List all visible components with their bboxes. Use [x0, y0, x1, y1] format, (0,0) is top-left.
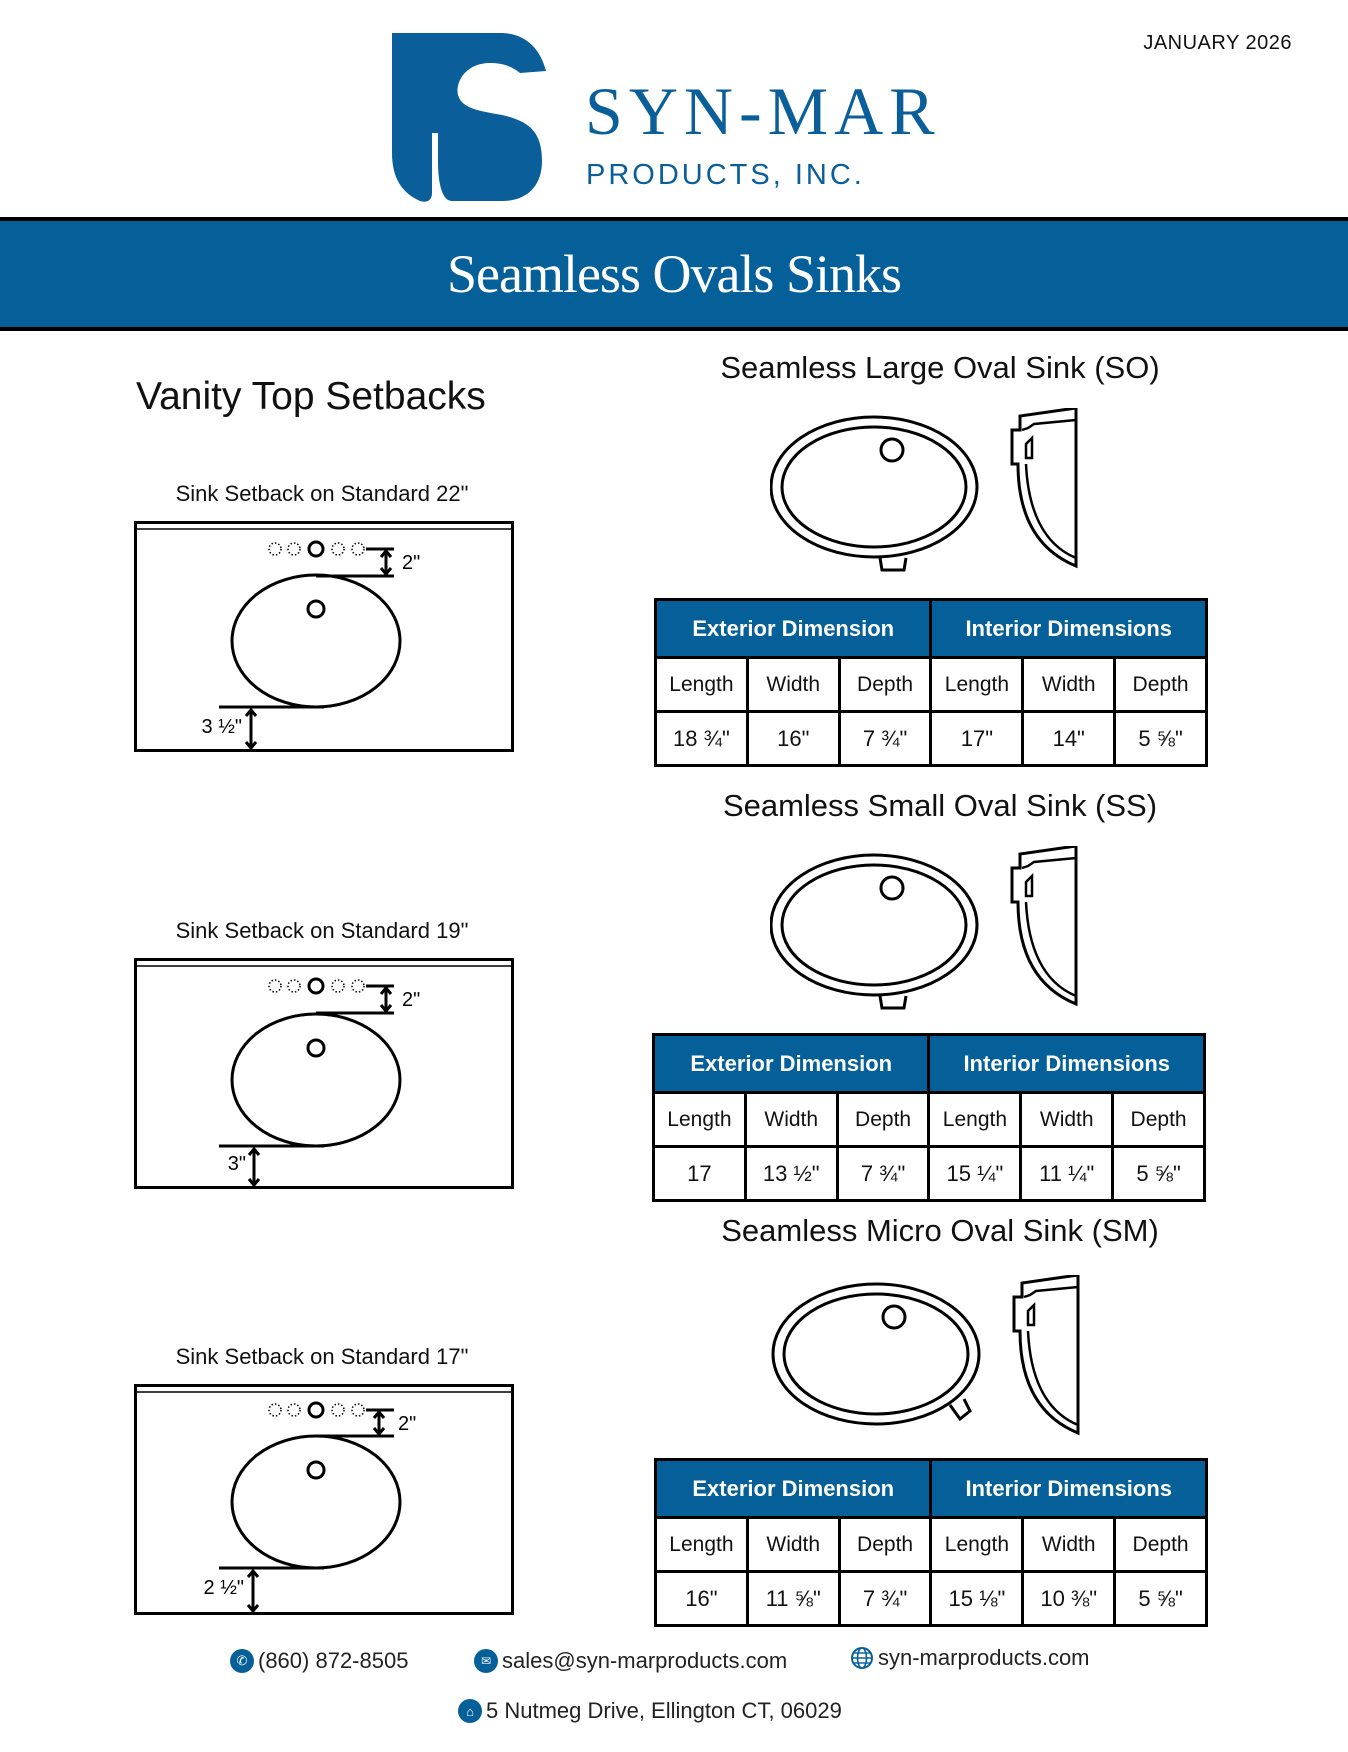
table-cell: 7 ¾ʺ — [837, 1147, 929, 1201]
table-cell: 15 ¼ʺ — [929, 1147, 1021, 1201]
page-title: Seamless Ovals Sinks — [446, 244, 901, 304]
phone-icon: ✆ — [230, 1649, 254, 1673]
globe-icon — [850, 1646, 874, 1670]
sink-title: Seamless Micro Oval Sink (SM) — [721, 1213, 1159, 1248]
col-header: Depth — [1115, 1518, 1207, 1572]
exterior-header: Exterior Dimension — [656, 600, 931, 658]
vanity-top-diagram — [134, 958, 514, 1198]
col-header: Width — [1021, 1093, 1113, 1147]
col-header: Width — [1023, 658, 1115, 712]
exterior-header: Exterior Dimension — [656, 1460, 931, 1518]
svg-text:2ʺ: 2ʺ — [398, 1413, 417, 1435]
faucet-holes-icon — [269, 542, 364, 556]
sink-ss-section — [660, 788, 1220, 1208]
table-cell: 13 ½ʺ — [745, 1147, 837, 1201]
svg-text:2ʺ: 2ʺ — [402, 989, 421, 1011]
table-cell: 15 ⅛ʺ — [931, 1572, 1023, 1626]
col-header: Width — [747, 1518, 839, 1572]
col-header: Length — [931, 1518, 1023, 1572]
website-link[interactable]: syn-marproducts.com — [878, 1645, 1090, 1670]
address-text: 5 Nutmeg Drive, Ellington CT, 06029 — [486, 1698, 842, 1723]
sink-drawing-icon — [770, 408, 1110, 588]
table-cell: 7 ¾ʺ — [839, 712, 931, 766]
interior-header: Interior Dimensions — [931, 600, 1207, 658]
email-link[interactable]: sales@syn-marproducts.com — [502, 1648, 788, 1673]
dimension-table-ss — [652, 1033, 1206, 1202]
table-cell: 11 ¼ʺ — [1021, 1147, 1113, 1201]
dimension-table-sm — [654, 1458, 1208, 1627]
sink-title: Seamless Small Oval Sink (SS) — [722, 788, 1158, 823]
setback-label: Sink Setback on Standard 19ʺ — [175, 918, 469, 943]
document-date: JANUARY 2026 — [1143, 32, 1292, 54]
table-cell: 17ʺ — [931, 712, 1023, 766]
phone-contact[interactable] — [230, 1648, 408, 1674]
company-name: SYN-MAR — [585, 73, 941, 149]
syn-mar-logo-mark-icon — [390, 33, 560, 203]
svg-text:3ʺ: 3ʺ — [227, 1153, 246, 1175]
setback-diagram-17 — [134, 1344, 514, 1624]
svg-text:3 ½ʺ: 3 ½ʺ — [201, 716, 242, 738]
col-header: Depth — [839, 658, 931, 712]
col-header: Width — [745, 1093, 837, 1147]
table-cell: 5 ⅝ʺ — [1115, 712, 1207, 766]
exterior-header: Exterior Dimension — [654, 1035, 929, 1093]
interior-header: Interior Dimensions — [931, 1460, 1207, 1518]
sink-drawing-icon — [770, 846, 1110, 1026]
table-cell: 14ʺ — [1023, 712, 1115, 766]
table-cell: 17 — [654, 1147, 746, 1201]
phone-number[interactable]: (860) 872-8505 — [258, 1648, 409, 1673]
title-banner — [0, 217, 1348, 331]
sink-sm-section — [660, 1213, 1220, 1633]
interior-header: Interior Dimensions — [929, 1035, 1205, 1093]
col-header: Length — [654, 1093, 746, 1147]
sink-drawing-icon — [770, 1275, 1110, 1455]
home-icon: ⌂ — [458, 1699, 482, 1723]
col-header: Depth — [1113, 1093, 1205, 1147]
dimension-table-so — [654, 598, 1208, 767]
col-header: Length — [929, 1093, 1021, 1147]
setbacks-heading: Vanity Top Setbacks — [136, 375, 486, 418]
table-cell: 5 ⅝ʺ — [1115, 1572, 1207, 1626]
col-header: Width — [747, 658, 839, 712]
setback-diagram-19 — [134, 918, 514, 1198]
vanity-top-diagram — [134, 521, 514, 761]
col-header: Depth — [837, 1093, 929, 1147]
sink-title: Seamless Large Oval Sink (SO) — [720, 350, 1160, 385]
company-logo — [390, 33, 950, 203]
table-cell: 16ʺ — [656, 1572, 748, 1626]
col-header: Depth — [1115, 658, 1207, 712]
col-header: Length — [656, 1518, 748, 1572]
setback-label: Sink Setback on Standard 22ʺ — [175, 481, 469, 506]
sink-so-section — [660, 350, 1220, 770]
faucet-holes-icon — [269, 979, 364, 993]
table-cell: 10 ⅜ʺ — [1023, 1572, 1115, 1626]
website-contact[interactable] — [850, 1645, 1090, 1671]
col-header: Length — [931, 658, 1023, 712]
email-icon: ✉ — [474, 1649, 498, 1673]
setback-label: Sink Setback on Standard 17ʺ — [175, 1344, 469, 1369]
vanity-top-diagram — [134, 1384, 514, 1624]
setback-diagram-22 — [134, 481, 514, 761]
col-header: Width — [1023, 1518, 1115, 1572]
table-cell: 5 ⅝ʺ — [1113, 1147, 1205, 1201]
email-contact[interactable] — [474, 1648, 787, 1674]
table-cell: 16ʺ — [747, 712, 839, 766]
company-subtitle: PRODUCTS, INC. — [586, 159, 865, 191]
svg-text:2 ½ʺ: 2 ½ʺ — [203, 1577, 244, 1599]
svg-text:2ʺ: 2ʺ — [402, 552, 421, 574]
col-header: Length — [656, 658, 748, 712]
table-cell: 11 ⅝ʺ — [747, 1572, 839, 1626]
address-contact — [458, 1698, 842, 1724]
table-cell: 7 ¾ʺ — [839, 1572, 931, 1626]
faucet-holes-icon — [269, 1403, 364, 1417]
col-header: Depth — [839, 1518, 931, 1572]
table-cell: 18 ¾ʺ — [656, 712, 748, 766]
